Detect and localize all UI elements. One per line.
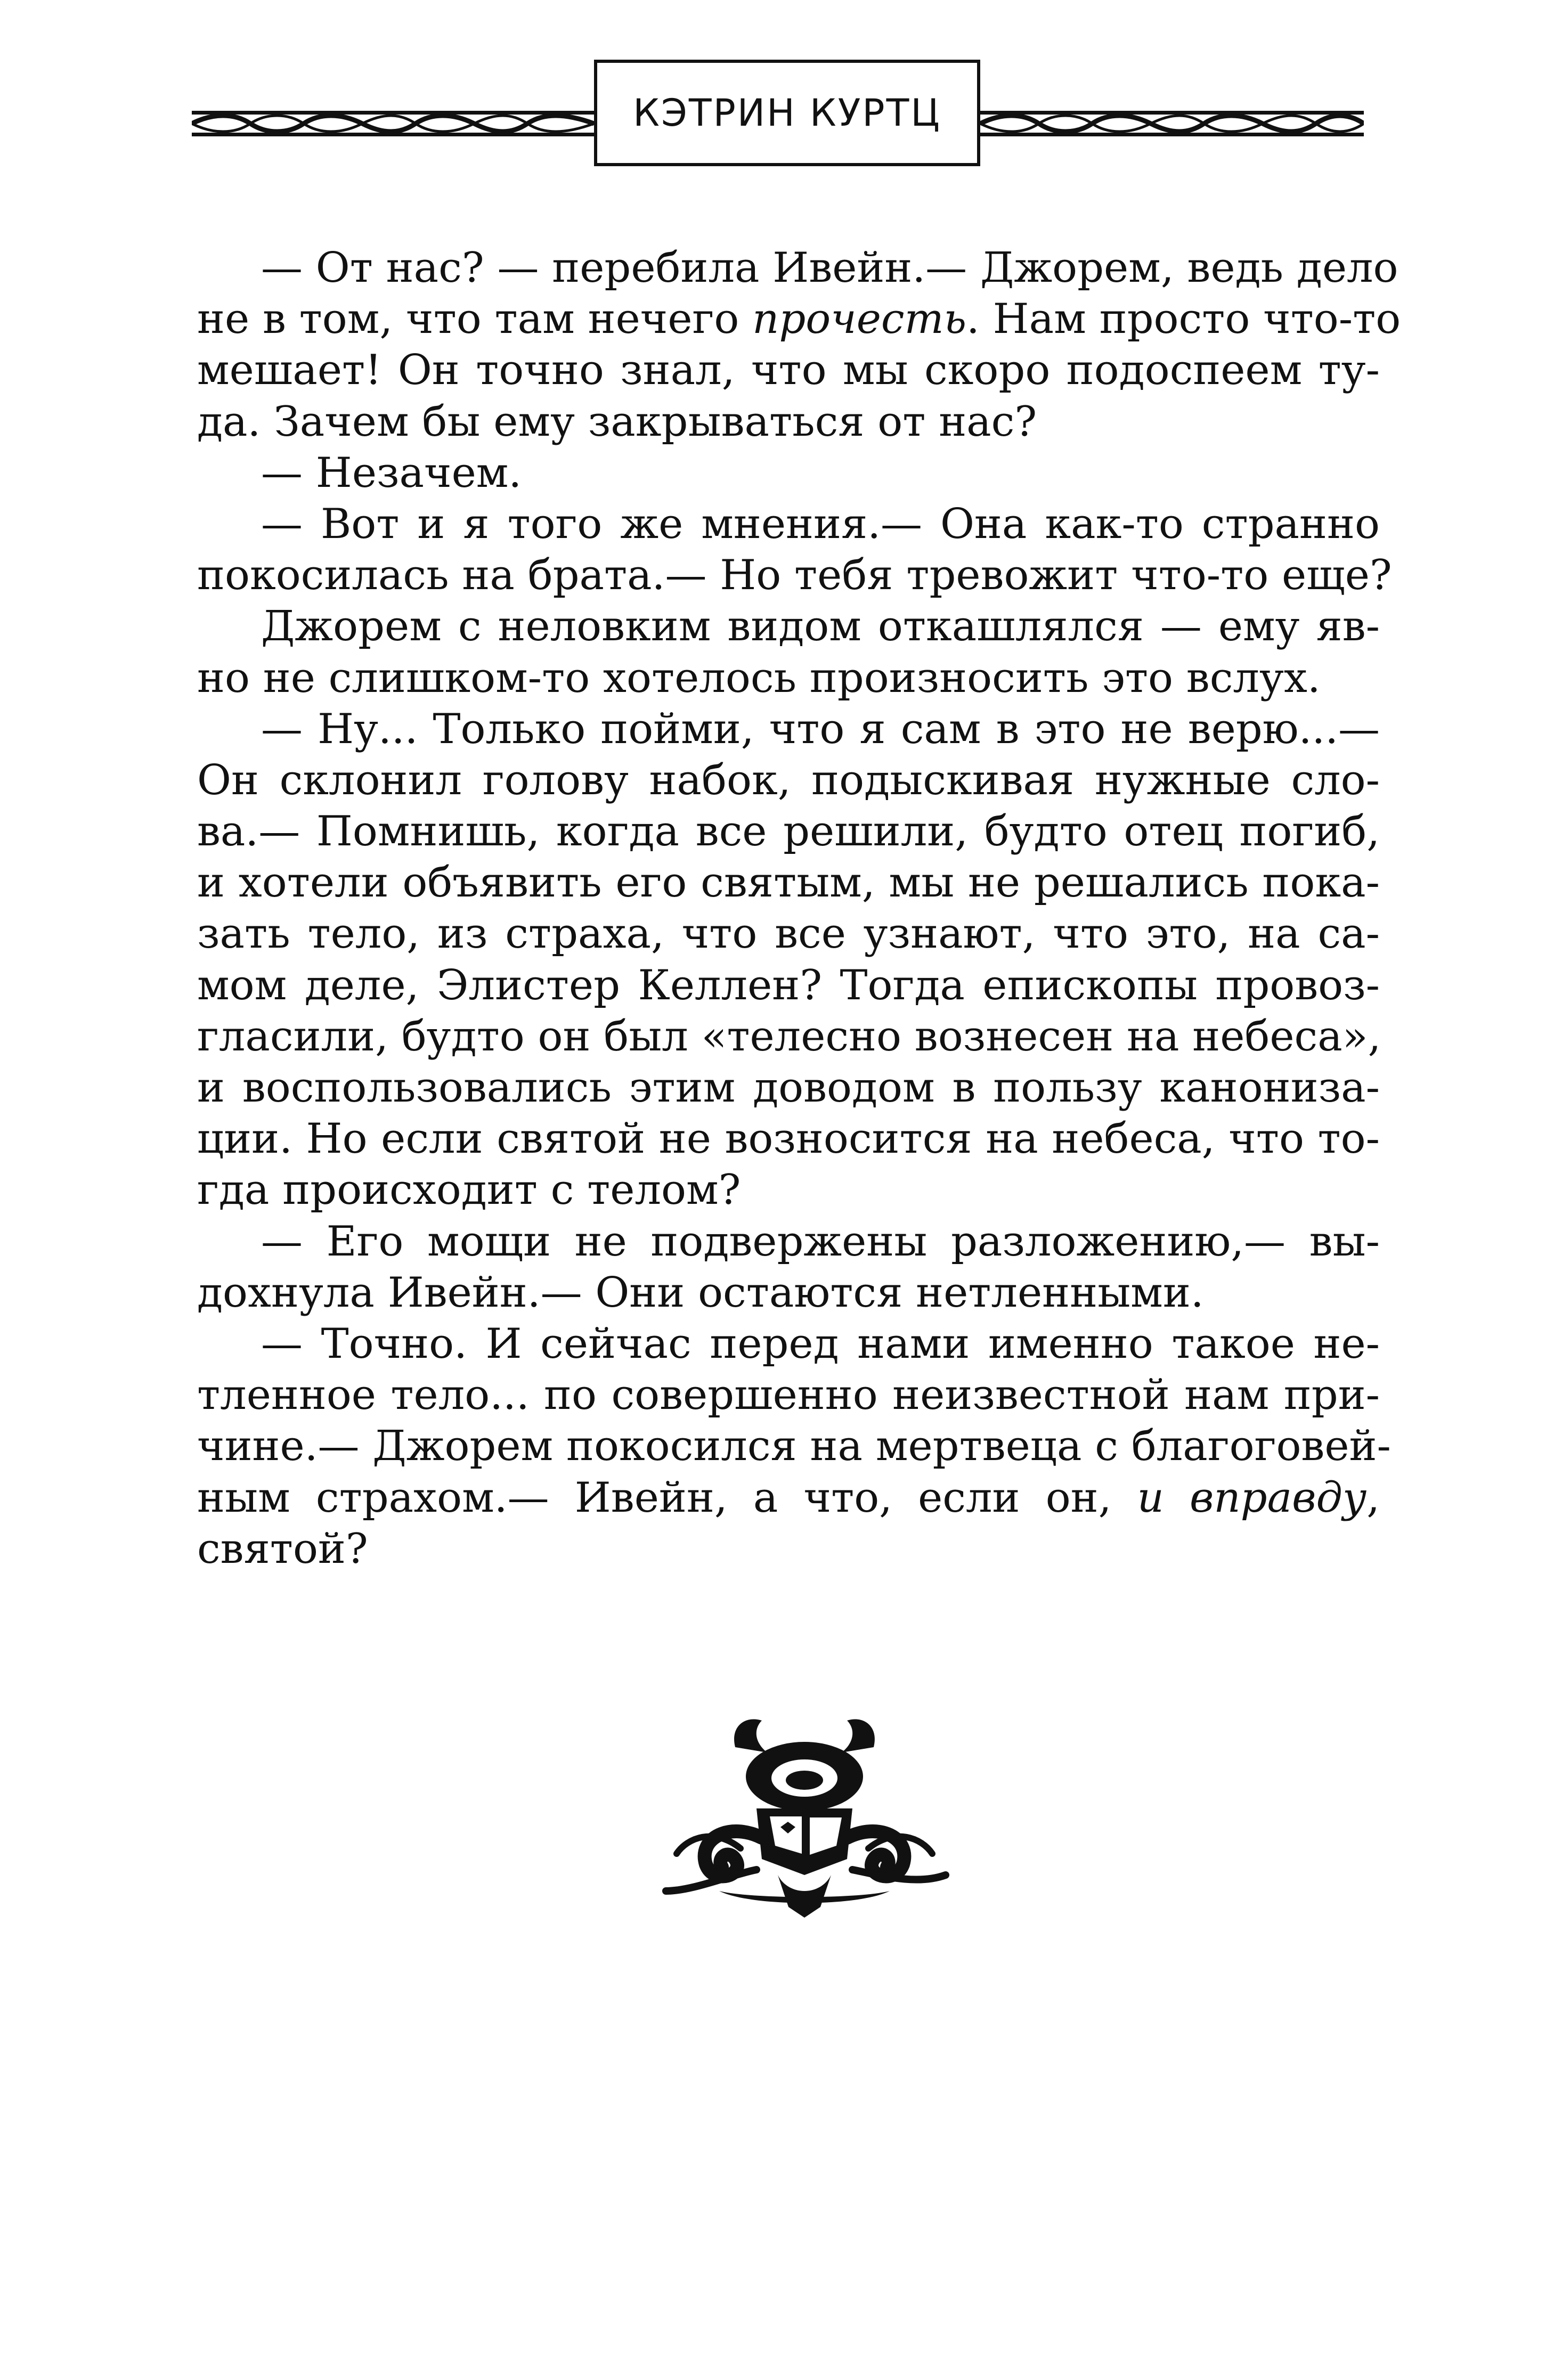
text-line <box>197 704 1380 755</box>
text-line-content: гласили, будто он был «телесно вознесен на небеса», <box>197 1012 1381 1061</box>
text-line-content: но не слишком-то хотелось произносить это вслух. <box>197 654 1321 702</box>
text-line <box>197 396 1380 447</box>
text-line <box>197 653 1380 704</box>
text-line-content: — Ну... Только пойми, что я сам в это не верю...— <box>261 705 1380 753</box>
text-line-content: и хотели объявить его святым, мы не решались пока- <box>197 859 1380 907</box>
text-line <box>197 345 1380 396</box>
text-line <box>197 447 1380 499</box>
text-line-content: ва.— Помнишь, когда все решили, будто отец погиб, <box>197 808 1380 856</box>
text-line <box>197 1267 1380 1318</box>
text-line <box>197 499 1380 550</box>
emphasized-text: прочесть <box>752 295 967 344</box>
text-line-content: гда происходит с телом? <box>197 1166 741 1215</box>
text-line <box>197 908 1380 959</box>
text-line-content: и воспользовались этим доводом в пользу канониза- <box>197 1064 1380 1112</box>
text-line <box>197 242 1398 294</box>
text-line <box>197 550 1392 601</box>
text-line <box>197 1011 1380 1062</box>
text-line <box>197 857 1380 908</box>
text-line <box>197 601 1380 652</box>
text-line-content: мом деле, Элистер Келлен? Тогда епископы провоз- <box>197 961 1380 1009</box>
text-line-content: покосилась на брата.— Но тебя тревожит что-то еще? <box>197 551 1392 600</box>
text-line-content: святой? <box>197 1525 368 1573</box>
text-line <box>197 1164 1380 1216</box>
text-line <box>197 1113 1380 1164</box>
text-line-content: — Вот и я того же мнения.— Она как-то странно <box>261 500 1380 548</box>
text-line-content: — Его мощи не подвержены разложению,— вы- <box>261 1217 1380 1266</box>
text-line-content: — Незачем. <box>261 449 522 497</box>
text-line <box>197 1062 1380 1113</box>
braided-rule-right-icon <box>980 109 1364 138</box>
text-line-content: ным страхом.— Ивейн, а что, если он, <box>197 1473 1137 1522</box>
body-text <box>197 242 1401 1575</box>
text-line <box>197 294 1401 345</box>
text-line-content: Он склонил голову набок, подыскивая нужные сло- <box>197 756 1380 804</box>
emphasized-text: и вправду <box>1137 1473 1367 1522</box>
text-line <box>197 806 1380 857</box>
text-line-content: не в том, что там нечего <box>197 295 753 344</box>
text-line-tail: . Нам просто что-то <box>966 295 1401 344</box>
text-line-content: мешает! Он точно знал, что мы скоро подоспеем ту- <box>197 346 1380 395</box>
text-line-content: чине.— Джорем покосился на мертвеца с благоговей- <box>197 1422 1391 1471</box>
braided-rule-left-icon <box>192 109 594 138</box>
text-line <box>197 1523 1380 1575</box>
text-line <box>197 755 1380 806</box>
tailpiece-ornament-icon <box>655 1715 954 1928</box>
running-title: КЭТРИН КУРТЦ <box>633 91 941 135</box>
text-line-tail: , <box>1366 1473 1380 1522</box>
text-line-content: Джорем с неловким видом откашлялся — ему яв- <box>261 602 1380 651</box>
text-line-content: — Точно. И сейчас перед нами именно такое не- <box>261 1319 1380 1368</box>
running-title-box <box>594 60 980 166</box>
text-line-content: тленное тело... по совершенно неизвестной нам при- <box>197 1371 1380 1420</box>
text-line <box>197 1216 1380 1267</box>
text-line <box>197 1472 1380 1523</box>
text-line-content: да. Зачем бы ему закрываться от нас? <box>197 397 1037 446</box>
text-line <box>197 1421 1391 1472</box>
text-line <box>197 1370 1380 1421</box>
text-line-content: — От нас? — перебила Ивейн.— Джорем, ведь дело <box>261 244 1398 292</box>
running-header <box>192 60 1364 172</box>
text-line-content: дохнула Ивейн.— Они остаются нетленными. <box>197 1268 1204 1317</box>
text-line-content: ции. Но если святой не возносится на небеса, что то- <box>197 1115 1380 1163</box>
text-line <box>197 1318 1380 1370</box>
text-line-content: зать тело, из страха, что все узнают, что это, на са- <box>197 910 1380 958</box>
text-line <box>197 960 1380 1011</box>
